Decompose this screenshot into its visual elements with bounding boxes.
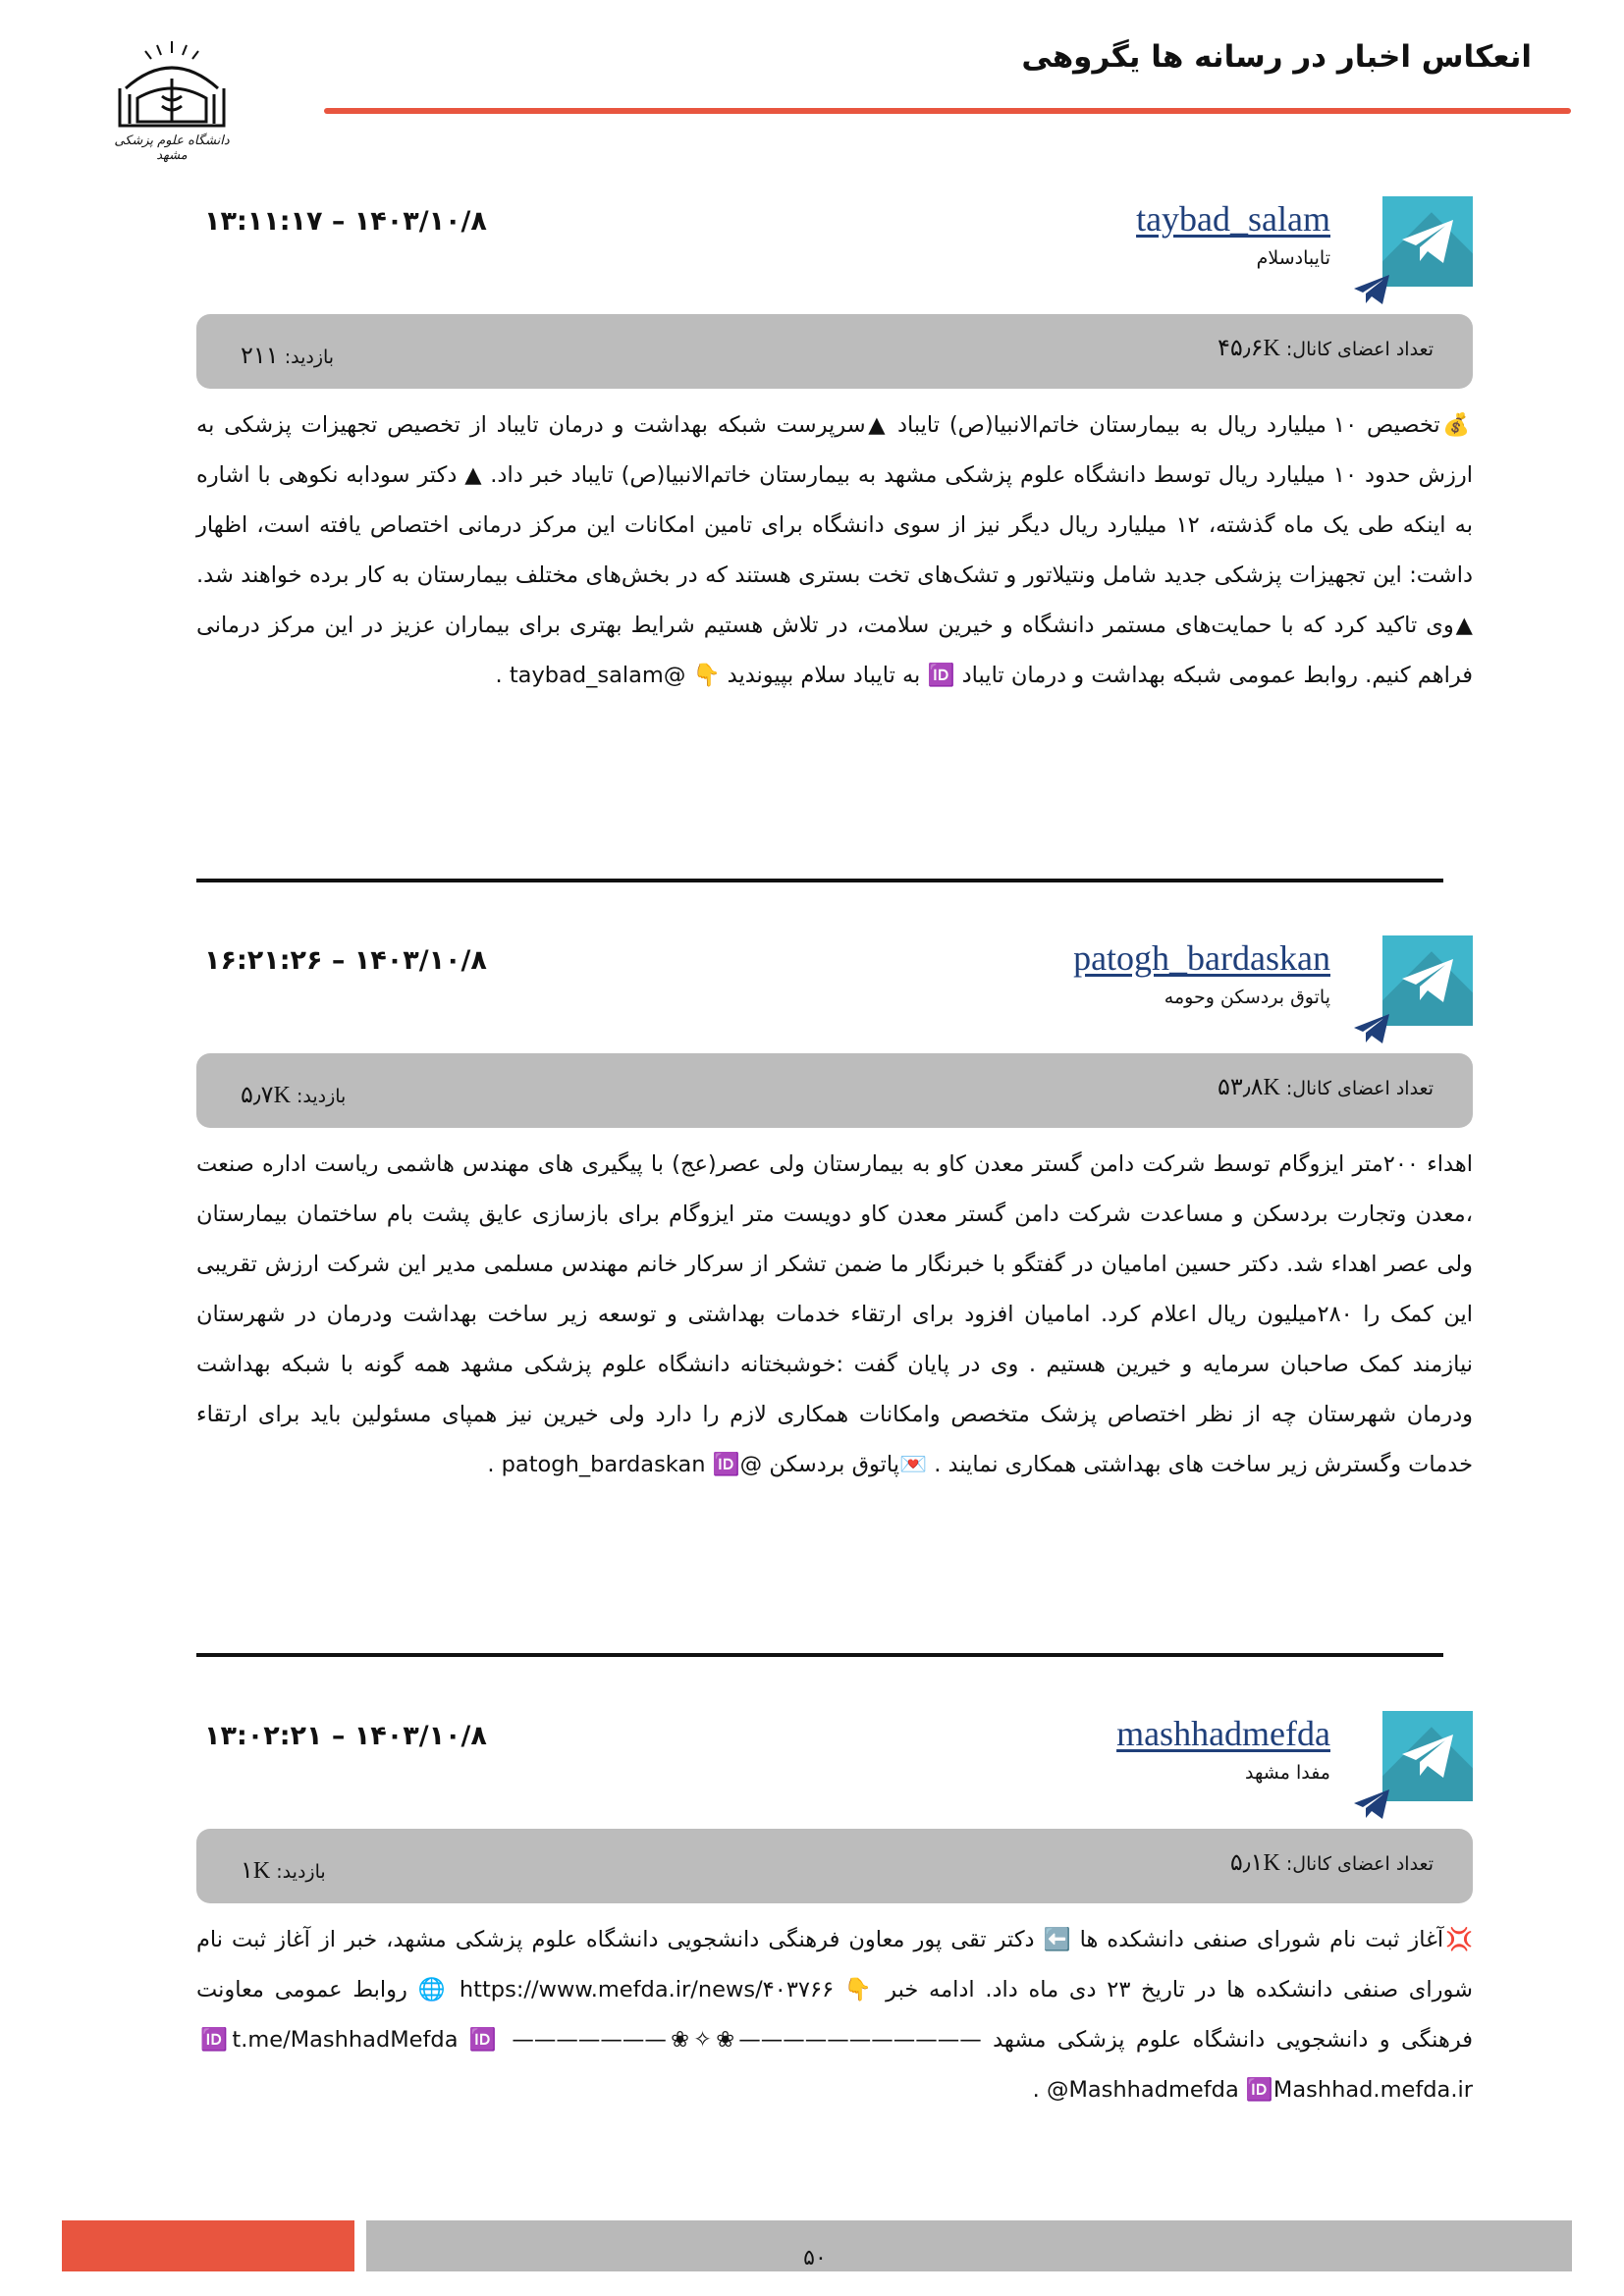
university-logo (108, 39, 236, 167)
channel-handle-link[interactable]: patogh_bardaskan (1073, 938, 1330, 978)
views-stat (241, 342, 334, 370)
channel-name: تایبادسلام (1256, 247, 1330, 269)
channel-name: مفدا مشهد (1245, 1762, 1330, 1784)
members-count: ۵٫۱K (1229, 1850, 1280, 1876)
post-body-text: 💰تخصیص ۱۰ میلیارد ریال به بیمارستان خاتم‌الانبیا(ص) تایباد ▲سرپرست شبکه بهداشت و درمان تایباد از تخصیص تجهیزات پزشکی به ارزش حدود ۱۰ میلیارد ریال توسط دانشگاه علوم پزشکی مشهد به بیمارستان خاتم‌الانبیا(ص) تایباد خبر داد. ▲ دکتر سودابه نکوهی با اشاره به اینکه طی یک ماه گذشته، ۱۲ میلیارد ریال دیگر نیز از سوی دانشگاه برای تامین امکانات این مرکز درمانی اختصاص یافته است، اظهار داشت: این تجهیزات پزشکی جدید شامل ونتیلاتور و تشک‌های تخت بستری هستند که در بخش‌های مختلف بیمارستان به کار برده خواهند شد. ▲وی تاکید کرد که با حمایت‌های مستمر دانشگاه و خیرین سلامت، در تلاش هستیم شرایط بهتری برای بیماران عزیز در این مرکز درمانی فراهم کنیم. روابط عمومی شبکه بهداشت و درمان تایباد 🆔 به تایباد سلام بپیوندید 👇 @taybad_salam . (196, 412, 1474, 688)
channel-handle-link[interactable]: mashhadmefda (1116, 1714, 1330, 1753)
post-body-text: 💢آغاز ثبت نام شورای صنفی دانشکده ها ⬅️ دکتر تقی پور معاون فرهنگی دانشجویی دانشگاه علوم پزشکی مشهد، خبر از آغاز ثبت نام شورای صنفی دانشکده ها در تاریخ ۲۳ دی ماه داد. ادامه خبر 👇 https://www.mefda.ir/news/۴۰۳۷۶۶ 🌐 روابط عمومی معاونت فرهنگی و دانشجویی دانشگاه علوم پزشکی مشهد ———————————❀✧❀——————— 🆔t.me/MashhadMefda 🆔 @Mashhadmefda 🆔Mashhad.mefda.ir . (196, 1927, 1473, 2103)
views-stat (241, 1081, 346, 1109)
channel-post (196, 196, 1473, 746)
header-accent-rule (324, 108, 1571, 114)
members-label: تعداد اعضای کانال: (1285, 1078, 1434, 1099)
views-count: ۱K (241, 1858, 271, 1884)
channel-post (196, 1711, 1473, 2123)
footer-accent-bar (62, 2220, 354, 2271)
telegram-channel-icon (1375, 935, 1473, 1034)
views-label: بازدید: (284, 347, 335, 368)
members-stat (1218, 1073, 1434, 1101)
views-label: بازدید: (296, 1086, 347, 1107)
members-stat (1230, 1848, 1434, 1877)
stats-bar (196, 1829, 1473, 1903)
members-label: تعداد اعضای کانال: (1285, 1853, 1434, 1875)
post-divider (196, 1653, 1443, 1657)
channel-handle-link[interactable]: taybad_salam (1136, 199, 1330, 239)
telegram-channel-icon (1375, 1711, 1473, 1809)
telegram-channel-icon (1375, 196, 1473, 294)
members-stat (1218, 334, 1434, 362)
logo-caption: دانشگاه علوم پزشکی مشهد (114, 133, 230, 163)
footer-bar (366, 2220, 1572, 2271)
members-count: ۵۳٫۸K (1218, 1075, 1280, 1100)
channel-post (196, 935, 1473, 1544)
members-count: ۴۵٫۶K (1218, 336, 1280, 361)
stats-bar (196, 1053, 1473, 1128)
post-divider (196, 879, 1443, 882)
views-count: ۵٫۷K (241, 1083, 291, 1108)
post-datetime: ۱۴۰۳/۱۰/۸ – ۱۶:۲۱:۲۶ (204, 945, 487, 976)
views-label: بازدید: (276, 1861, 326, 1883)
stats-bar (196, 314, 1473, 389)
channel-name: پاتوق بردسکن وحومه (1164, 987, 1330, 1008)
views-stat (241, 1856, 326, 1885)
page-title: انعکاس اخبار در رسانه ها یگروهی (1021, 39, 1532, 75)
post-datetime: ۱۴۰۳/۱۰/۸ – ۱۳:۰۲:۲۱ (204, 1721, 487, 1751)
post-datetime: ۱۴۰۳/۱۰/۸ – ۱۳:۱۱:۱۷ (204, 206, 487, 237)
views-count: ۲۱۱ (241, 344, 279, 369)
members-label: تعداد اعضای کانال: (1285, 339, 1434, 360)
page-number: ۵۰ (803, 2246, 827, 2270)
post-body-text: اهداء ۲۰۰متر ایزوگام توسط شرکت دامن گستر معدن کاو به بیمارستان ولی عصر(عج) با پیگیری های مهندس هاشمی ریاست اداره صنعت ،معدن وتجارت بردسکن و مساعدت شرکت دامن گستر معدن کاو دویست متر ایزوگام برای بازسازی عایق پشت بام ساختمان بیمارستان ولی عصر اهداء شد. دکتر حسین امامیان در گفتگو با خبرنگار ما ضمن تشکر از سرکار خانم مهندس مسلمی مدیر این شرکت ارزش تقریبی این کمک را ۲۸۰میلیون ریال اعلام کرد. امامیان افزود برای ارتقاء خدمات بهداشتی و توسعه زیر ساخت بهداشت ودرمان در شهرستان نیازمند کمک صاحبان سرمایه و خیرین هستیم . وی در پایان گفت :خوشبختانه دانشگاه علوم پزشکی مشهد همه گونه با شبکه بهداشت ودرمان شهرستان چه از نظر اختصاص پزشک متخصص وامکانات همکاری لازم را دارد ولی خیرین نیز همپای مسئولین باید برای ارتقاء خدمات وگسترش زیر ساخت های بهداشتی همکاری نمایند . 💌پاتوق بردسکن @patogh_bardaskan 🆔 . (196, 1151, 1473, 1477)
